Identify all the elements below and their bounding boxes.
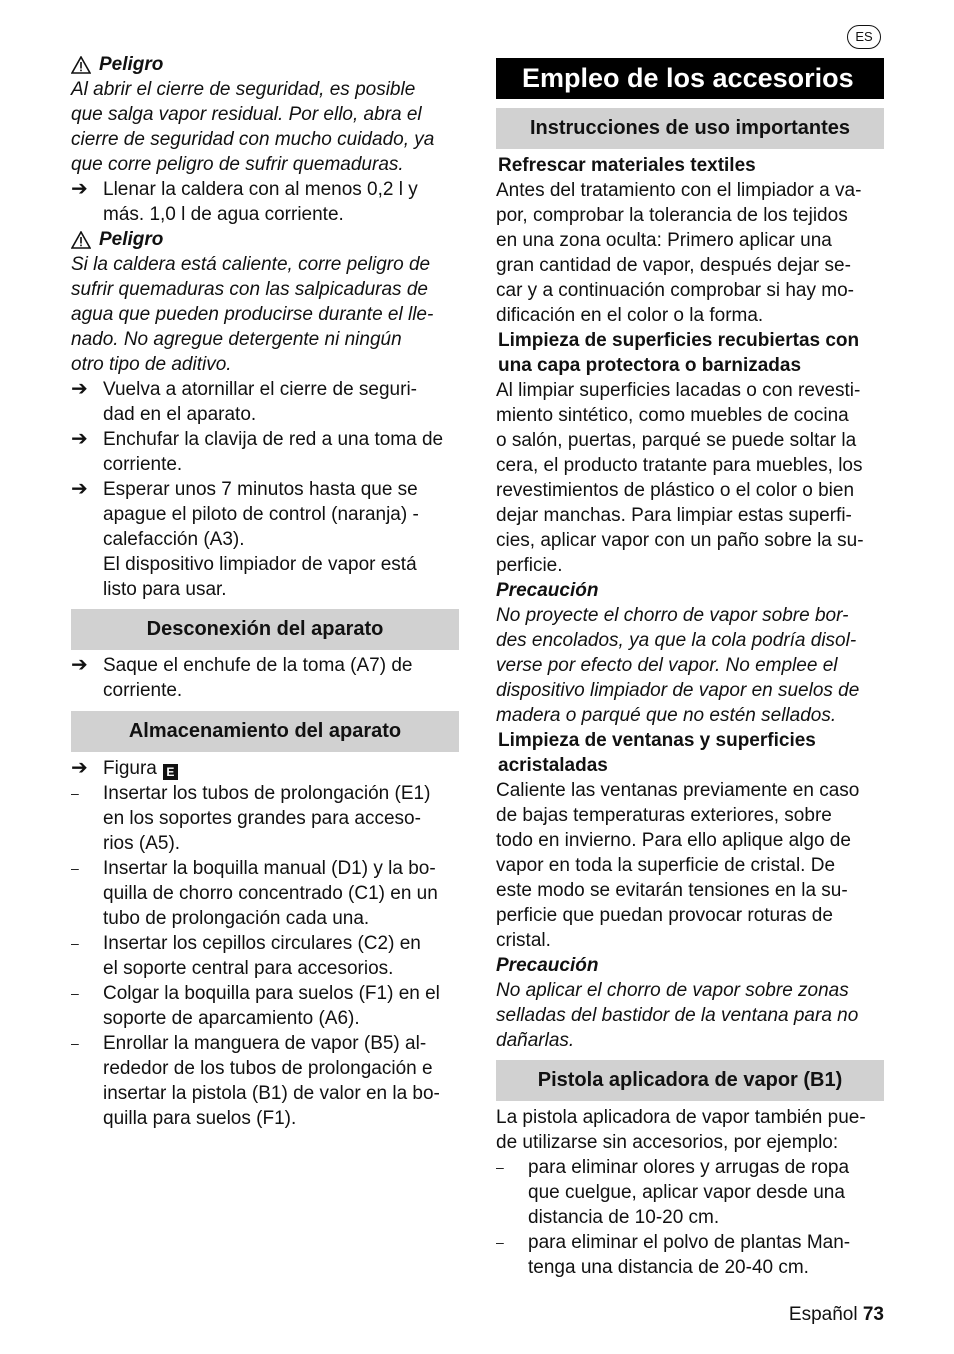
- text-line: perficie que puedan provocar roturas de: [496, 905, 833, 926]
- step-item: [71, 427, 459, 477]
- warning-title: Peligro: [99, 54, 164, 75]
- warning-text: [71, 252, 459, 377]
- chapter-heading: Empleo de los accesorios: [496, 58, 884, 99]
- figure-letter-icon: E: [163, 764, 178, 780]
- subheading: [496, 328, 884, 378]
- section-heading-instrucciones: Instrucciones de uso importantes: [496, 108, 884, 149]
- list-item: [71, 1031, 459, 1131]
- caution-text: [496, 603, 884, 728]
- subheading: [496, 728, 884, 778]
- text-line: corriente.: [103, 454, 183, 475]
- warning-triangle-icon: [71, 56, 91, 74]
- text-line: de utilizarse sin accesorios, por ejemplo:: [496, 1132, 839, 1153]
- text-line: cera, el producto tratante para muebles, los: [496, 455, 863, 476]
- text-line: tenga una distancia de 20-40 cm.: [528, 1257, 809, 1278]
- text-line: perficie.: [496, 555, 563, 576]
- caution-title: Precaución: [496, 955, 599, 976]
- text-line: sufrir quemaduras con las salpicaduras de: [71, 279, 428, 300]
- text-line: Antes del tratamiento con el limpiador a va-: [496, 180, 862, 201]
- text-line: rios (A5).: [103, 833, 181, 854]
- page-number: 73: [862, 1304, 884, 1325]
- text-line: Limpieza de ventanas y superficies: [498, 730, 816, 751]
- text-line: cristal.: [496, 930, 551, 951]
- list-item: [71, 781, 459, 856]
- step-item: [71, 756, 459, 781]
- dash-bullet: –: [496, 1234, 504, 1250]
- section-heading-desconexion: Desconexión del aparato: [71, 609, 459, 650]
- list-item: [496, 1230, 884, 1280]
- warning-triangle-icon: [71, 231, 91, 249]
- list-item: [71, 981, 459, 1031]
- warning-heading: [71, 227, 459, 252]
- caution-title: Precaución: [496, 580, 599, 601]
- text-line: este modo se evitarán tensiones en la su-: [496, 880, 848, 901]
- text-line: soporte de aparcamiento (A6).: [103, 1008, 360, 1029]
- step-item: [71, 653, 459, 703]
- dash-bullet: –: [496, 1159, 504, 1175]
- text-line: quilla para suelos (F1).: [103, 1108, 297, 1129]
- figure-label: Figura: [103, 758, 157, 779]
- text-line: selladas del bastidor de la ventana para no: [496, 1005, 859, 1026]
- arrow-right-icon: ➔: [71, 757, 88, 779]
- dash-bullet: –: [71, 935, 79, 951]
- text-line: más. 1,0 l de agua corriente.: [103, 204, 344, 225]
- text-line: verse por efecto del vapor. No emplee el: [496, 655, 838, 676]
- paragraph: [496, 178, 884, 328]
- text-line: distancia de 10-20 cm.: [528, 1207, 720, 1228]
- text-line: una capa protectora o barnizadas: [498, 355, 802, 376]
- section-heading-almacenamiento: Almacenamiento del aparato: [71, 711, 459, 752]
- text-line: No proyecte el chorro de vapor sobre bor-: [496, 605, 849, 626]
- dash-bullet: –: [71, 785, 79, 801]
- text-line: vapor en toda la superficie de cristal. De: [496, 855, 836, 876]
- step-item: [71, 477, 459, 602]
- arrow-right-icon: ➔: [71, 378, 88, 400]
- text-line: el soporte central para accesorios.: [103, 958, 394, 979]
- text-line: en una zona oculta: Primero aplicar una: [496, 230, 832, 251]
- text-line: No aplicar el chorro de vapor sobre zonas: [496, 980, 849, 1001]
- text-line: agua que pueden producirse durante el lle-: [71, 304, 434, 325]
- list-item: [71, 856, 459, 931]
- text-line: rededor de los tubos de prolongación e: [103, 1058, 433, 1079]
- text-line: Enchufar la clavija de red a una toma de: [103, 429, 444, 450]
- text-line: miento sintético, como muebles de cocina: [496, 405, 849, 426]
- text-line: corriente.: [103, 680, 183, 701]
- step-item: [71, 177, 459, 227]
- text-line: dad en el aparato.: [103, 404, 257, 425]
- text-line: que cuelgue, aplicar vapor desde una: [528, 1182, 845, 1203]
- arrow-right-icon: ➔: [71, 178, 88, 200]
- text-line: Limpieza de superficies recubiertas con: [498, 330, 860, 351]
- text-line: cies, aplicar vapor con un paño sobre la su-: [496, 530, 864, 551]
- arrow-right-icon: ➔: [71, 478, 88, 500]
- text-line: calefacción (A3).: [103, 529, 245, 550]
- text-line: dañarlas.: [496, 1030, 575, 1051]
- text-line: Si la caldera está caliente, corre peligro de: [71, 254, 431, 275]
- text-line: dejar manchas. Para limpiar estas superfi-: [496, 505, 852, 526]
- text-line: para eliminar olores y arrugas de ropa: [528, 1157, 850, 1178]
- text-line: car y a continuación comprobar si hay mo-: [496, 280, 854, 301]
- paragraph: [496, 1105, 884, 1155]
- text-line: quilla de chorro concentrado (C1) en un: [103, 883, 438, 904]
- warning-text: [71, 77, 459, 177]
- text-line: El dispositivo limpiador de vapor está: [103, 554, 417, 575]
- text-line: Al abrir el cierre de seguridad, es posible: [71, 79, 416, 100]
- dash-bullet: –: [71, 985, 79, 1001]
- text-line: Insertar los tubos de prolongación (E1): [103, 783, 431, 804]
- text-line: Insertar la boquilla manual (D1) y la bo-: [103, 858, 436, 879]
- text-line: dificación en el color o la forma.: [496, 305, 764, 326]
- text-line: Caliente las ventanas previamente en caso: [496, 780, 860, 801]
- text-line: otro tipo de aditivo.: [71, 354, 232, 375]
- text-line: madera o parqué que no estén sellados.: [496, 705, 837, 726]
- text-line: La pistola aplicadora de vapor también pue-: [496, 1107, 866, 1128]
- text-line: dispositivo limpiador de vapor en suelos de: [496, 680, 860, 701]
- text-line: cierre de seguridad con mucho cuidado, ya: [71, 129, 435, 150]
- footer-language: Español: [788, 1304, 858, 1325]
- text-line: Colgar la boquilla para suelos (F1) en el: [103, 983, 440, 1004]
- text-line: apague el piloto de control (naranja) -: [103, 504, 419, 525]
- right-column: [496, 58, 884, 1280]
- page-footer: [789, 1302, 884, 1327]
- text-line: de bajas temperaturas exteriores, sobre: [496, 805, 832, 826]
- text-line: Enrollar la manguera de vapor (B5) al-: [103, 1033, 427, 1054]
- paragraph: [496, 778, 884, 953]
- section-heading-pistola: Pistola aplicadora de vapor (B1): [496, 1060, 884, 1101]
- text-line: Saque el enchufe de la toma (A7) de: [103, 655, 413, 676]
- dash-bullet: –: [71, 860, 79, 876]
- warning-heading: [71, 52, 459, 77]
- text-line: para eliminar el polvo de plantas Man-: [528, 1232, 851, 1253]
- text-line: gran cantidad de vapor, después dejar se-: [496, 255, 851, 276]
- text-line: en los soportes grandes para acceso-: [103, 808, 421, 829]
- text-line: nado. No agregue detergente ni ningún: [71, 329, 402, 350]
- text-line: Insertar los cepillos circulares (C2) en: [103, 933, 421, 954]
- text-line: Al limpiar superficies lacadas o con revesti-: [496, 380, 861, 401]
- list-item: [496, 1155, 884, 1230]
- arrow-right-icon: ➔: [71, 428, 88, 450]
- list-item: [71, 931, 459, 981]
- text-line: o salón, puertas, parqué se puede soltar la: [496, 430, 857, 451]
- text-line: que corre peligro de sufrir quemaduras.: [71, 154, 404, 175]
- text-line: que salga vapor residual. Por ello, abra el: [71, 104, 422, 125]
- dash-bullet: –: [71, 1035, 79, 1051]
- text-line: Llenar la caldera con al menos 0,2 l y: [103, 179, 418, 200]
- step-item: [71, 377, 459, 427]
- text-line: todo en invierno. Para ello aplique algo de: [496, 830, 851, 851]
- text-line: acristaladas: [498, 755, 608, 776]
- left-column: [71, 52, 459, 1131]
- caution-text: [496, 978, 884, 1053]
- text-line: Vuelva a atornillar el cierre de seguri-: [103, 379, 418, 400]
- subheading: Refrescar materiales textiles: [498, 155, 756, 176]
- text-line: listo para usar.: [103, 579, 227, 600]
- text-line: insertar la pistola (B1) de valor en la bo-: [103, 1083, 440, 1104]
- text-line: des encolados, ya que la cola podría disol-: [496, 630, 857, 651]
- paragraph: [496, 378, 884, 578]
- text-line: por, comprobar la tolerancia de los tejidos: [496, 205, 848, 226]
- text-line: tubo de prolongación cada una.: [103, 908, 370, 929]
- text-line: Esperar unos 7 minutos hasta que se: [103, 479, 418, 500]
- arrow-right-icon: ➔: [71, 654, 88, 676]
- warning-title: Peligro: [99, 229, 164, 250]
- language-badge: ES: [847, 25, 881, 49]
- text-line: revestimientos de plástico o el color o bien: [496, 480, 855, 501]
